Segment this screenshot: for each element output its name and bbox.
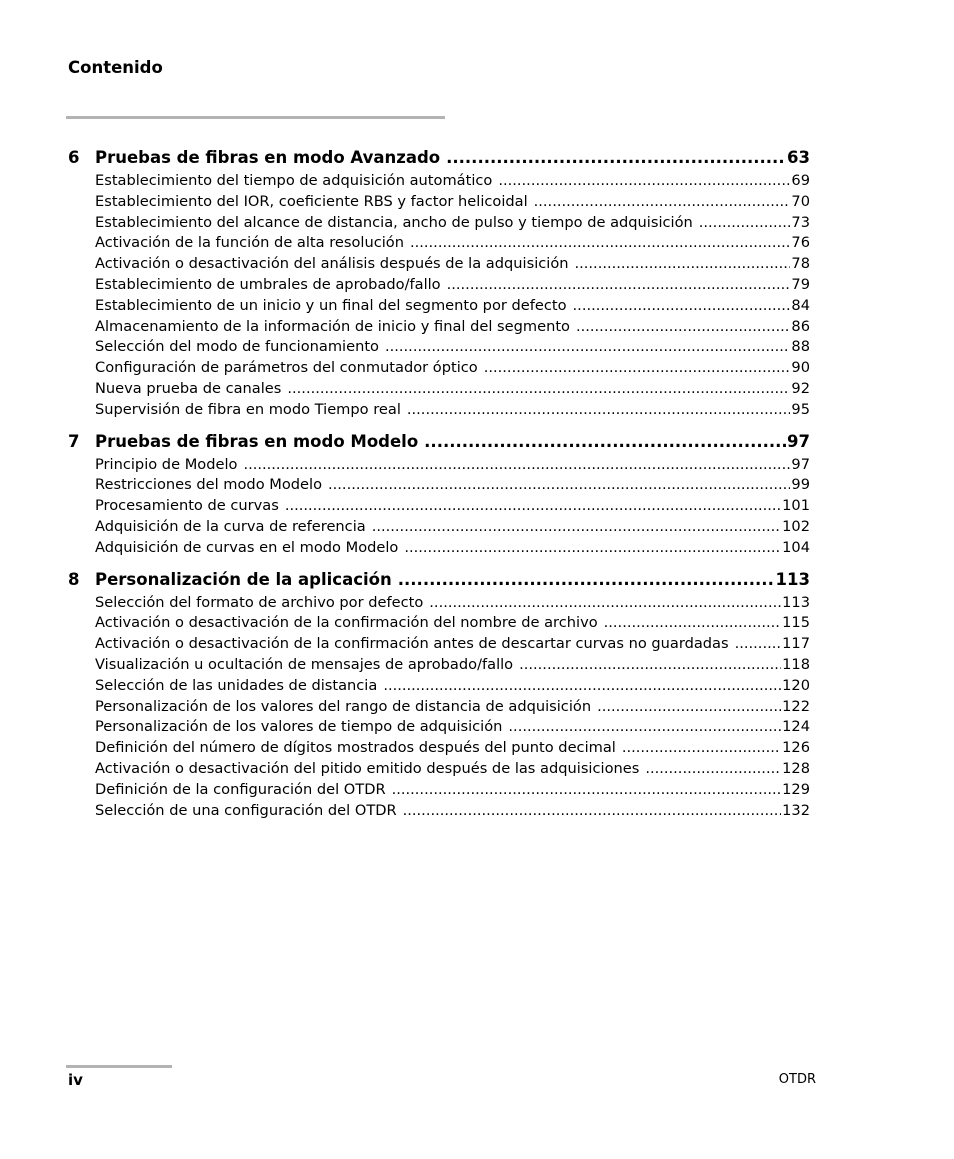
dot-leader (392, 781, 782, 798)
table-of-contents (68, 148, 810, 832)
dot-leader (383, 677, 781, 694)
dot-leader (398, 570, 775, 589)
toc-entry[interactable] (95, 518, 810, 539)
entry-page: 124 (782, 718, 810, 736)
entry-page: 101 (782, 497, 810, 515)
toc-entry[interactable] (95, 297, 810, 318)
entry-page: 84 (791, 296, 810, 314)
entry-page: 90 (791, 359, 810, 377)
toc-entry[interactable] (95, 401, 810, 422)
entry-page: 70 (791, 192, 810, 210)
entry-title: Adquisición de curvas en el modo Modelo (95, 538, 399, 556)
toc-entry[interactable] (95, 476, 810, 497)
entry-title: Establecimiento de un inicio y un final del segmento por defecto (95, 296, 567, 314)
entry-page: 104 (782, 538, 810, 556)
toc-chapter (68, 148, 810, 422)
toc-chapter-heading[interactable] (68, 570, 810, 592)
entry-page: 102 (782, 517, 810, 535)
chapter-number: 6 (68, 148, 80, 167)
entry-title: Personalización de los valores del rango de distancia de adquisición (95, 697, 592, 715)
dot-leader (508, 718, 781, 735)
entry-page: 78 (791, 255, 810, 273)
dot-leader (385, 338, 790, 355)
entry-title: Selección del modo de funcionamiento (95, 338, 379, 356)
chapter-title: Personalización de la aplicación (95, 569, 392, 589)
entry-page: 99 (791, 476, 810, 494)
dot-leader (403, 802, 782, 819)
entry-page: 126 (782, 739, 810, 757)
entry-page: 76 (791, 234, 810, 252)
entry-title: Visualización u ocultación de mensajes de aprobado/fallo (95, 655, 514, 673)
entry-title: Selección de una configuración del OTDR (95, 801, 397, 819)
entry-page: 79 (791, 275, 810, 293)
chapter-page: 97 (787, 431, 810, 451)
dot-leader (573, 297, 791, 314)
entry-page: 132 (782, 801, 810, 819)
entry-page: 86 (791, 317, 810, 335)
toc-chapter (68, 570, 810, 823)
entry-page: 88 (791, 338, 810, 356)
entry-title: Adquisición de la curva de referencia (95, 517, 366, 535)
toc-chapter (68, 432, 810, 560)
toc-entry[interactable] (95, 497, 810, 518)
dot-leader (328, 476, 790, 493)
dot-leader (534, 193, 791, 210)
entry-page: 122 (782, 697, 810, 715)
dot-leader (447, 276, 791, 293)
chapter-title: Pruebas de fibras en modo Modelo (95, 431, 419, 451)
entry-title: Selección de las unidades de distancia (95, 676, 378, 694)
dot-leader (604, 614, 782, 631)
chapter-page: 63 (787, 148, 810, 167)
dot-leader (575, 255, 791, 272)
entry-title: Restricciones del modo Modelo (95, 476, 323, 494)
toc-entry[interactable] (95, 214, 810, 235)
dot-leader (446, 148, 786, 167)
entry-title: Definición del número de dígitos mostrados después del punto decimal (95, 739, 616, 757)
entry-title: Personalización de los valores de tiempo de adquisición (95, 718, 503, 736)
dot-leader (287, 380, 790, 397)
chapter-number: 8 (68, 569, 80, 589)
toc-entry[interactable] (95, 234, 810, 255)
toc-entry[interactable] (95, 656, 810, 677)
toc-entry[interactable] (95, 677, 810, 698)
toc-entry[interactable] (95, 760, 810, 781)
entry-page: 97 (791, 455, 810, 473)
entry-title: Supervisión de fibra en modo Tiempo real (95, 400, 401, 418)
entry-title: Establecimiento del IOR, coeficiente RBS y factor helicoidal (95, 192, 528, 210)
chapter-page: 113 (775, 569, 810, 589)
entry-page: 95 (791, 400, 810, 418)
entry-title: Establecimiento del tiempo de adquisición automático (95, 172, 493, 189)
dot-leader (735, 635, 782, 652)
entry-title: Activación o desactivación de la confirmación del nombre de archivo (95, 614, 598, 632)
toc-entry[interactable] (95, 802, 810, 823)
dot-leader (404, 539, 781, 556)
toc-entry[interactable] (95, 338, 810, 359)
toc-entry[interactable] (95, 380, 810, 401)
dot-leader (597, 698, 781, 715)
entry-title: Activación o desactivación del análisis después de la adquisición (95, 255, 569, 273)
toc-entry[interactable] (95, 594, 810, 615)
toc-entry[interactable] (95, 718, 810, 739)
toc-entry[interactable] (95, 739, 810, 760)
dot-leader (407, 401, 791, 418)
dot-leader (429, 594, 781, 611)
header-divider (66, 116, 445, 119)
chapter-number: 7 (68, 431, 80, 451)
entry-title: Activación o desactivación del pitido emitido después de las adquisiciones (95, 759, 640, 777)
entry-title: Nueva prueba de canales (95, 379, 282, 397)
entry-page: 92 (791, 379, 810, 397)
toc-chapter-heading[interactable] (68, 148, 810, 170)
toc-entry[interactable] (95, 614, 810, 635)
toc-entry[interactable] (95, 456, 810, 477)
entry-title: Selección del formato de archivo por defecto (95, 593, 424, 611)
entry-title: Almacenamiento de la información de inicio y final del segmento (95, 317, 570, 335)
entry-title: Activación de la función de alta resolución (95, 234, 404, 252)
toc-entry[interactable] (95, 255, 810, 276)
entry-page: 73 (791, 213, 810, 231)
entry-page: 120 (782, 676, 810, 694)
toc-entry[interactable] (95, 276, 810, 297)
chapter-title: Pruebas de fibras en modo Avanzado (95, 148, 441, 167)
entry-page: 128 (782, 759, 810, 777)
dot-leader (372, 518, 781, 535)
toc-entry[interactable] (95, 781, 810, 802)
toc-entry[interactable] (95, 698, 810, 719)
entry-title: Configuración de parámetros del conmutador óptico (95, 359, 478, 377)
toc-entry[interactable] (95, 359, 810, 380)
entry-title: Activación o desactivación de la confirmación antes de descartar curvas no guardadas (95, 635, 729, 653)
toc-entry[interactable] (95, 635, 810, 656)
page-title: Contenido (68, 58, 163, 77)
dot-leader (576, 318, 790, 335)
product-name: OTDR (778, 1072, 816, 1087)
entry-page: 129 (782, 780, 810, 798)
dot-leader (243, 456, 790, 473)
dot-leader (285, 497, 781, 514)
toc-entry[interactable] (95, 193, 810, 214)
entry-page: 118 (782, 655, 810, 673)
dot-leader (645, 760, 781, 777)
dot-leader (519, 656, 781, 673)
toc-entry[interactable] (95, 318, 810, 339)
entry-title: Definición de la configuración del OTDR (95, 780, 386, 798)
entry-title: Establecimiento de umbrales de aprobado/fallo (95, 275, 441, 293)
dot-leader (498, 172, 790, 189)
entry-page: 117 (782, 635, 810, 653)
entry-title: Procesamiento de curvas (95, 497, 279, 515)
footer-divider (66, 1065, 172, 1068)
entry-title: Establecimiento del alcance de distancia, ancho de pulso y tiempo de adquisición (95, 213, 693, 231)
toc-entry[interactable] (95, 172, 810, 193)
toc-entry[interactable] (95, 539, 810, 560)
dot-leader (484, 359, 791, 376)
entry-title: Principio de Modelo (95, 455, 238, 473)
dot-leader (699, 214, 791, 231)
entry-page: 115 (782, 614, 810, 632)
entry-page: 69 (791, 172, 810, 189)
dot-leader (424, 432, 786, 451)
dot-leader (410, 234, 790, 251)
entry-page: 113 (782, 593, 810, 611)
page-number: iv (68, 1071, 83, 1089)
dot-leader (622, 739, 781, 756)
toc-chapter-heading[interactable] (68, 432, 810, 454)
